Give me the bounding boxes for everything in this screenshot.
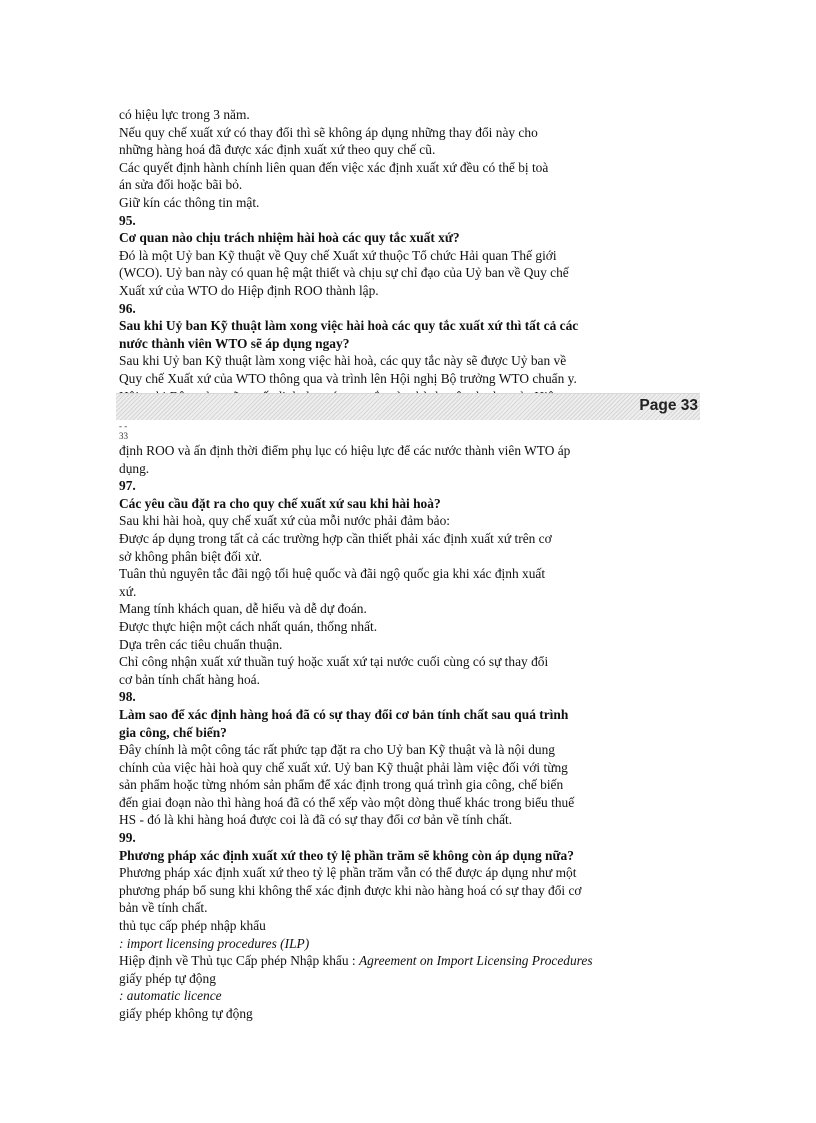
text-line — [119, 512, 639, 530]
heading-line — [119, 847, 639, 865]
line-text: Phương pháp xác định xuất xứ theo tỷ lệ phần trăm sẽ không còn áp dụng nữa? — [119, 847, 574, 863]
text-line — [119, 935, 639, 953]
line-text: xứ. — [119, 583, 137, 599]
line-text: Sau khi Uỷ ban Kỹ thuật làm xong việc hài hoà các quy tắc xuất xứ thì tất cả các — [119, 318, 579, 334]
page-marks: - - — [119, 421, 128, 431]
line-text: 97. — [119, 478, 136, 494]
page-number-label: Page 33 — [639, 397, 698, 414]
text-line — [119, 247, 639, 265]
text-line — [119, 952, 639, 970]
line-text: sản phẩm hoặc từng nhóm sản phẩm để xác định trong quá trình gia công, chế biến — [119, 777, 564, 793]
line-text: HS - đó là khi hàng hoá được coi là đã có sự thay đổi cơ bản về tính chất. — [119, 812, 513, 828]
page-separator — [116, 393, 700, 420]
text-line — [119, 141, 639, 159]
line-text: phương pháp bổ sung khi không thể xác định được khi nào hàng hoá có sự thay đổi cơ — [119, 882, 582, 898]
line-text: bản về tính chất. — [119, 900, 208, 916]
line-text: thủ tục cấp phép nhập khẩu — [119, 918, 266, 934]
line-text: Dựa trên các tiêu chuẩn thuận. — [119, 636, 283, 652]
text-line — [119, 530, 639, 548]
text-line — [119, 460, 639, 478]
text-line — [119, 442, 639, 460]
heading-line — [119, 706, 639, 724]
line-text: án sửa đổi hoặc bãi bỏ. — [119, 177, 243, 193]
line-text: giấy phép tự động — [119, 970, 216, 986]
page-number-small: 33 — [119, 431, 128, 441]
heading-line — [119, 495, 639, 513]
line-text: 98. — [119, 689, 136, 705]
line-text: Sau khi hài hoà, quy chế xuất xứ của mỗi nước phải đảm bảo: — [119, 513, 450, 529]
text-line — [119, 370, 639, 388]
line-text: Các quyết định hành chính liên quan đến việc xác định xuất xứ đều có thể bị toà — [119, 159, 549, 175]
line-text: Được thực hiện một cách nhất quán, thống nhất. — [119, 618, 378, 634]
line-text: Các yêu cầu đặt ra cho quy chế xuất xứ sau khi hài hoà? — [119, 495, 441, 511]
text-line — [119, 864, 639, 882]
heading-line — [119, 829, 639, 847]
text-line — [119, 917, 639, 935]
line-text: định ROO và ấn định thời điểm phụ lục có hiệu lực để các nước thành viên WTO áp — [119, 443, 571, 458]
line-text: Cơ quan nào chịu trách nhiệm hài hoà các quy tắc xuất xứ? — [119, 230, 460, 246]
line-text: Tuân thủ nguyên tắc đãi ngộ tối huệ quốc và đãi ngộ quốc gia khi xác định xuất — [119, 566, 546, 582]
line-text: 99. — [119, 830, 136, 846]
line-text: Quy chế Xuất xứ của WTO thông qua và trình lên Hội nghị Bộ trưởng WTO chuẩn y. — [119, 370, 577, 386]
text-line — [119, 759, 639, 777]
line-text: sở không phân biệt đối xử. — [119, 548, 263, 564]
heading-line — [119, 335, 639, 353]
text-line — [119, 600, 639, 618]
line-text: Làm sao để xác định hàng hoá đã có sự thay đổi cơ bản tính chất sau quá trình — [119, 706, 569, 722]
page-32-body — [119, 106, 639, 405]
text-line — [119, 671, 639, 689]
heading-line — [119, 688, 639, 706]
line-text: có hiệu lực trong 3 năm. — [119, 107, 250, 122]
text-line — [119, 583, 639, 601]
line-text: Đó là một Uỷ ban Kỹ thuật về Quy chế Xuất xứ thuộc Tổ chức Hải quan Thế giới — [119, 247, 557, 263]
line-text: Giữ kín các thông tin mật. — [119, 194, 260, 210]
line-text: giấy phép không tự động — [119, 1006, 253, 1021]
heading-line — [119, 724, 639, 742]
line-text: : automatic licence — [119, 988, 222, 1004]
line-text: nước thành viên WTO sẽ áp dụng ngay? — [119, 335, 350, 351]
text-line — [119, 194, 639, 212]
text-line — [119, 899, 639, 917]
text-line — [119, 106, 639, 124]
text-line — [119, 653, 639, 671]
text-line — [119, 352, 639, 370]
text-line — [119, 565, 639, 583]
line-text: những hàng hoá đã được xác định xuất xứ theo quy chế cũ. — [119, 142, 436, 158]
text-line — [119, 987, 639, 1005]
line-text: Mang tính khách quan, dễ hiểu và dễ dự đoán. — [119, 601, 367, 617]
line-text: gia công, chế biến? — [119, 724, 227, 740]
heading-line — [119, 212, 639, 230]
text-line — [119, 264, 639, 282]
line-text: chính của việc hài hoà quy chế xuất xứ. Uỷ ban Kỹ thuật phải làm việc đối với từng — [119, 759, 568, 775]
line-text: đến giai đoạn nào thì hàng hoá đã có thể xếp vào một dòng thuế khác trong biểu thuế — [119, 794, 575, 810]
line-text: 95. — [119, 212, 136, 228]
text-line — [119, 636, 639, 654]
heading-line — [119, 477, 639, 495]
line-italic-text: Agreement on Import Licensing Procedures — [359, 953, 593, 969]
heading-line — [119, 229, 639, 247]
text-line — [119, 124, 639, 142]
text-line — [119, 776, 639, 794]
heading-line — [119, 300, 639, 318]
page-33-body — [119, 442, 639, 1023]
text-line — [119, 1005, 639, 1023]
text-line — [119, 548, 639, 566]
line-text: Sau khi Uỷ ban Kỹ thuật làm xong việc hài hoà, các quy tắc này sẽ được Uỷ ban về — [119, 353, 567, 369]
text-line — [119, 882, 639, 900]
line-text: Xuất xứ của WTO do Hiệp định ROO thành lập. — [119, 282, 379, 298]
text-line — [119, 159, 639, 177]
text-line — [119, 618, 639, 636]
line-text: Phương pháp xác định xuất xứ theo tỷ lệ phần trăm vẫn có thể được áp dụng như một — [119, 865, 577, 881]
text-line — [119, 741, 639, 759]
line-text: 96. — [119, 300, 136, 316]
line-text: Nếu quy chế xuất xứ có thay đổi thì sẽ không áp dụng những thay đổi này cho — [119, 124, 538, 140]
line-text: cơ bản tính chất hàng hoá. — [119, 671, 260, 687]
text-line — [119, 811, 639, 829]
line-text: Hiệp định về Thủ tục Cấp phép Nhập khẩu : — [119, 953, 359, 969]
text-line — [119, 176, 639, 194]
line-text: Chỉ công nhận xuất xứ thuần tuý hoặc xuất xứ tại nước cuối cùng có sự thay đổi — [119, 654, 549, 670]
line-text: (WCO). Uỷ ban này có quan hệ mật thiết và chịu sự chỉ đạo của Uỷ ban về Quy chế — [119, 265, 569, 281]
line-text: : import licensing procedures (ILP) — [119, 935, 310, 951]
text-line — [119, 970, 639, 988]
line-text: Đây chính là một công tác rất phức tạp đặt ra cho Uỷ ban Kỹ thuật và là nội dung — [119, 742, 555, 758]
line-text: Được áp dụng trong tất cả các trường hợp cần thiết phải xác định xuất xứ trên cơ — [119, 530, 552, 546]
text-line — [119, 282, 639, 300]
heading-line — [119, 317, 639, 335]
line-text: dụng. — [119, 460, 150, 476]
text-line — [119, 794, 639, 812]
